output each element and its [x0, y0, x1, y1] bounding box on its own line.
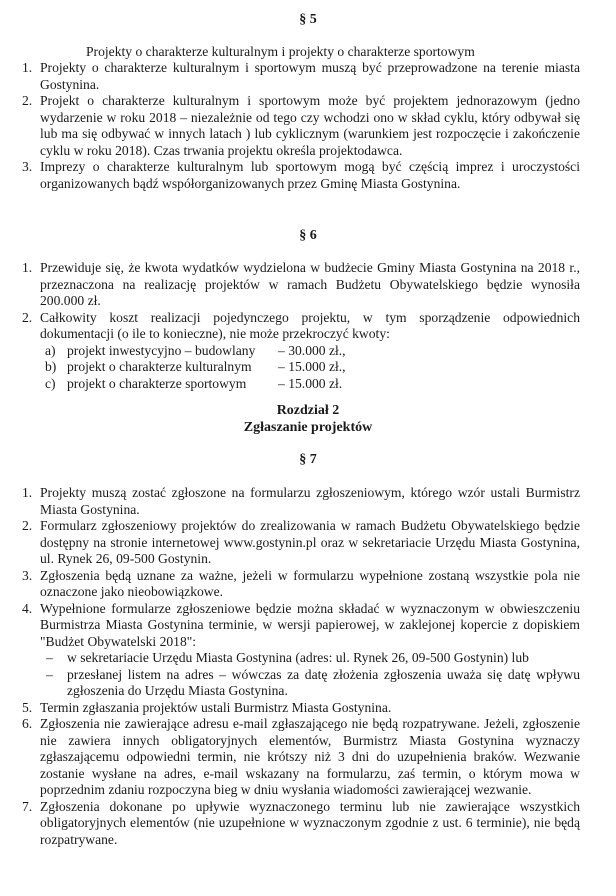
item-text: Projekty muszą zostać zgłoszone na formularzu zgłoszeniowym, którego wzór ustali Burmistrz Miasta Gostynina.: [40, 485, 580, 517]
item-number: 1.: [22, 260, 33, 275]
section-7-heading: § 7: [299, 452, 317, 467]
item-number: 6.: [22, 716, 33, 731]
submission-option: [40, 650, 580, 667]
list-item: [0, 93, 580, 159]
option-text: w sekretariacie Urzędu Miasta Gostynina (adres: ul. Rynek 26, 09-500 Gostynin) lub: [67, 650, 529, 665]
list-item: [0, 700, 580, 717]
item-text: Zgłoszenia dokonane po upływie wyznaczonego terminu lub nie zawierające wszystkich obligatoryjnych elementów (nie uzupełnione w wyznaczonym zgodnie z ust. 6 terminie), nie będą rozpatrywane.: [40, 798, 580, 847]
item-text: Projekty o charakterze kulturalnym i sportowym muszą być przeprowadzone na terenie miasta Gostynina.: [40, 60, 580, 92]
limit-type: projekt inwestycyjno – budowlany: [67, 342, 256, 358]
dash-marker: –: [46, 650, 53, 665]
limit-label: c): [45, 375, 56, 391]
limit-label: a): [45, 342, 56, 358]
list-item: [0, 260, 580, 310]
section-5-list: [0, 60, 580, 192]
list-item: [0, 159, 580, 192]
item-text: Przewiduje się, że kwota wydatków wydzielona w budżecie Gminy Miasta Gostynina na 2018 r., przeznaczona na realizację projektów w ramach Budżetu Obywatelskiego będzie wynosiła 200.000 zł.: [40, 260, 580, 308]
submission-option: [40, 667, 580, 700]
item-text: Projekt o charakterze kulturalnym i sportowym może być projektem jednorazowym (jedno wydarzenie w roku 2018 – niezależnie od tego czy wchodzi ono w skład cyklu, który odbywał się lub ma się odbywać w innych latach ) lub cyklicznym (warunkiem jest rozpoczęcie i zakończenie cyklu w roku 2018). Czas trwania projektu określa projektodawca.: [40, 93, 580, 158]
item-text: Zgłoszenia nie zawierające adresu e-mail zgłaszającego nie będą rozpatrywane. Jeżeli, zgłoszenie nie zawiera innych obligatoryjnych elementów, Burmistrz Miasta Gostynina wyznaczy zgłaszającemu odpowiedni termin, nie krótszy niż 3 dni do uzupełnienia braków. Wezwanie zostanie wysłane na adres, e-mail wskazany na formularzu, zaś termin, o którym mowa w poprzednim zdaniu rozpoczyna bieg w dniu wysłania wiadomości zawierającej wezwanie.: [40, 716, 580, 797]
limit-amount: – 30.000 zł.,: [278, 342, 346, 358]
dash-marker: –: [46, 666, 53, 682]
chapter-title: Rozdział 2: [276, 403, 340, 418]
list-item: [0, 799, 580, 849]
limit-type: projekt o charakterze sportowym: [67, 375, 247, 391]
section-7-list: [0, 485, 580, 848]
item-number: 2.: [22, 93, 33, 108]
limit-label: b): [45, 359, 57, 374]
limit-row: [40, 359, 580, 376]
section-5-subtitle: Projekty o charakterze kulturalnym i projekty o charakterze sportowym: [86, 44, 475, 59]
limit-row: [40, 343, 580, 360]
item-number: 4.: [22, 600, 33, 616]
item-number: 3.: [22, 159, 33, 174]
item-text: Zgłoszenia będą uznane za ważne, jeżeli w formularzu wypełnione zostaną wszystkie pola nie oznaczone jako nieobowiązkowe.: [40, 567, 580, 599]
item-text: Wypełnione formularze zgłoszeniowe będzie można składać w wyznaczonym w obwieszczeniu Burmistrza Miasta Gostynina terminie, w wersji papierowej, w zaklejonej kopercie z dopiskiem "Budżet Obywatelski 2018":: [40, 600, 580, 649]
list-item: [0, 60, 580, 93]
item-number: 5.: [22, 699, 33, 715]
item-number: 7.: [22, 798, 33, 814]
item-number: 2.: [22, 518, 33, 533]
list-item: [0, 601, 580, 700]
item-text: Formularz zgłoszeniowy projektów do zrealizowania w ramach Budżetu Obywatelskiego będzie dostępny na stronie internetowej www.gostynin.pl oraz w sekretariacie Urzędu Miasta Gostynina, ul. Rynek 26, 09-500 Gostynin.: [40, 518, 580, 566]
limit-amount: – 15.000 zł.: [278, 375, 343, 391]
limit-type: projekt o charakterze kulturalnym: [67, 359, 252, 374]
chapter-subtitle: Zgłaszanie projektów: [243, 420, 373, 435]
item-number: 1.: [22, 60, 33, 75]
list-item: [0, 310, 580, 393]
option-text: przesłanej listem na adres – wówczas za datę złożenia zgłoszenia uważa się datę wpływu zgłoszenia do Urzędu Miasta Gostynina.: [67, 666, 580, 698]
item-number: 3.: [22, 567, 33, 583]
item-number: 2.: [22, 309, 33, 325]
section-5-heading: § 5: [299, 12, 317, 27]
item-text: Termin zgłaszania projektów ustali Burmistrz Miasta Gostynina.: [40, 699, 392, 715]
list-item: [0, 518, 580, 568]
list-item: [0, 716, 580, 799]
item-text: Imprezy o charakterze kulturalnym lub sportowym mogą być częścią imprez i uroczystości organizowanych bądź współorganizowanych przez Gminę Miasta Gostynina.: [40, 159, 580, 191]
item-number: 1.: [22, 485, 33, 500]
section-6-list: [0, 260, 580, 392]
section-6-heading: § 6: [299, 228, 317, 243]
item-text: Całkowity koszt realizacji pojedynczego projektu, w tym sporządzenie odpowiednich dokumentacji (o ile to konieczne), nie może przekroczyć kwoty:: [40, 309, 580, 341]
list-item: [0, 485, 580, 518]
list-item: [0, 568, 580, 601]
limit-row: [40, 376, 580, 393]
limit-amount: – 15.000 zł.,: [278, 359, 346, 374]
